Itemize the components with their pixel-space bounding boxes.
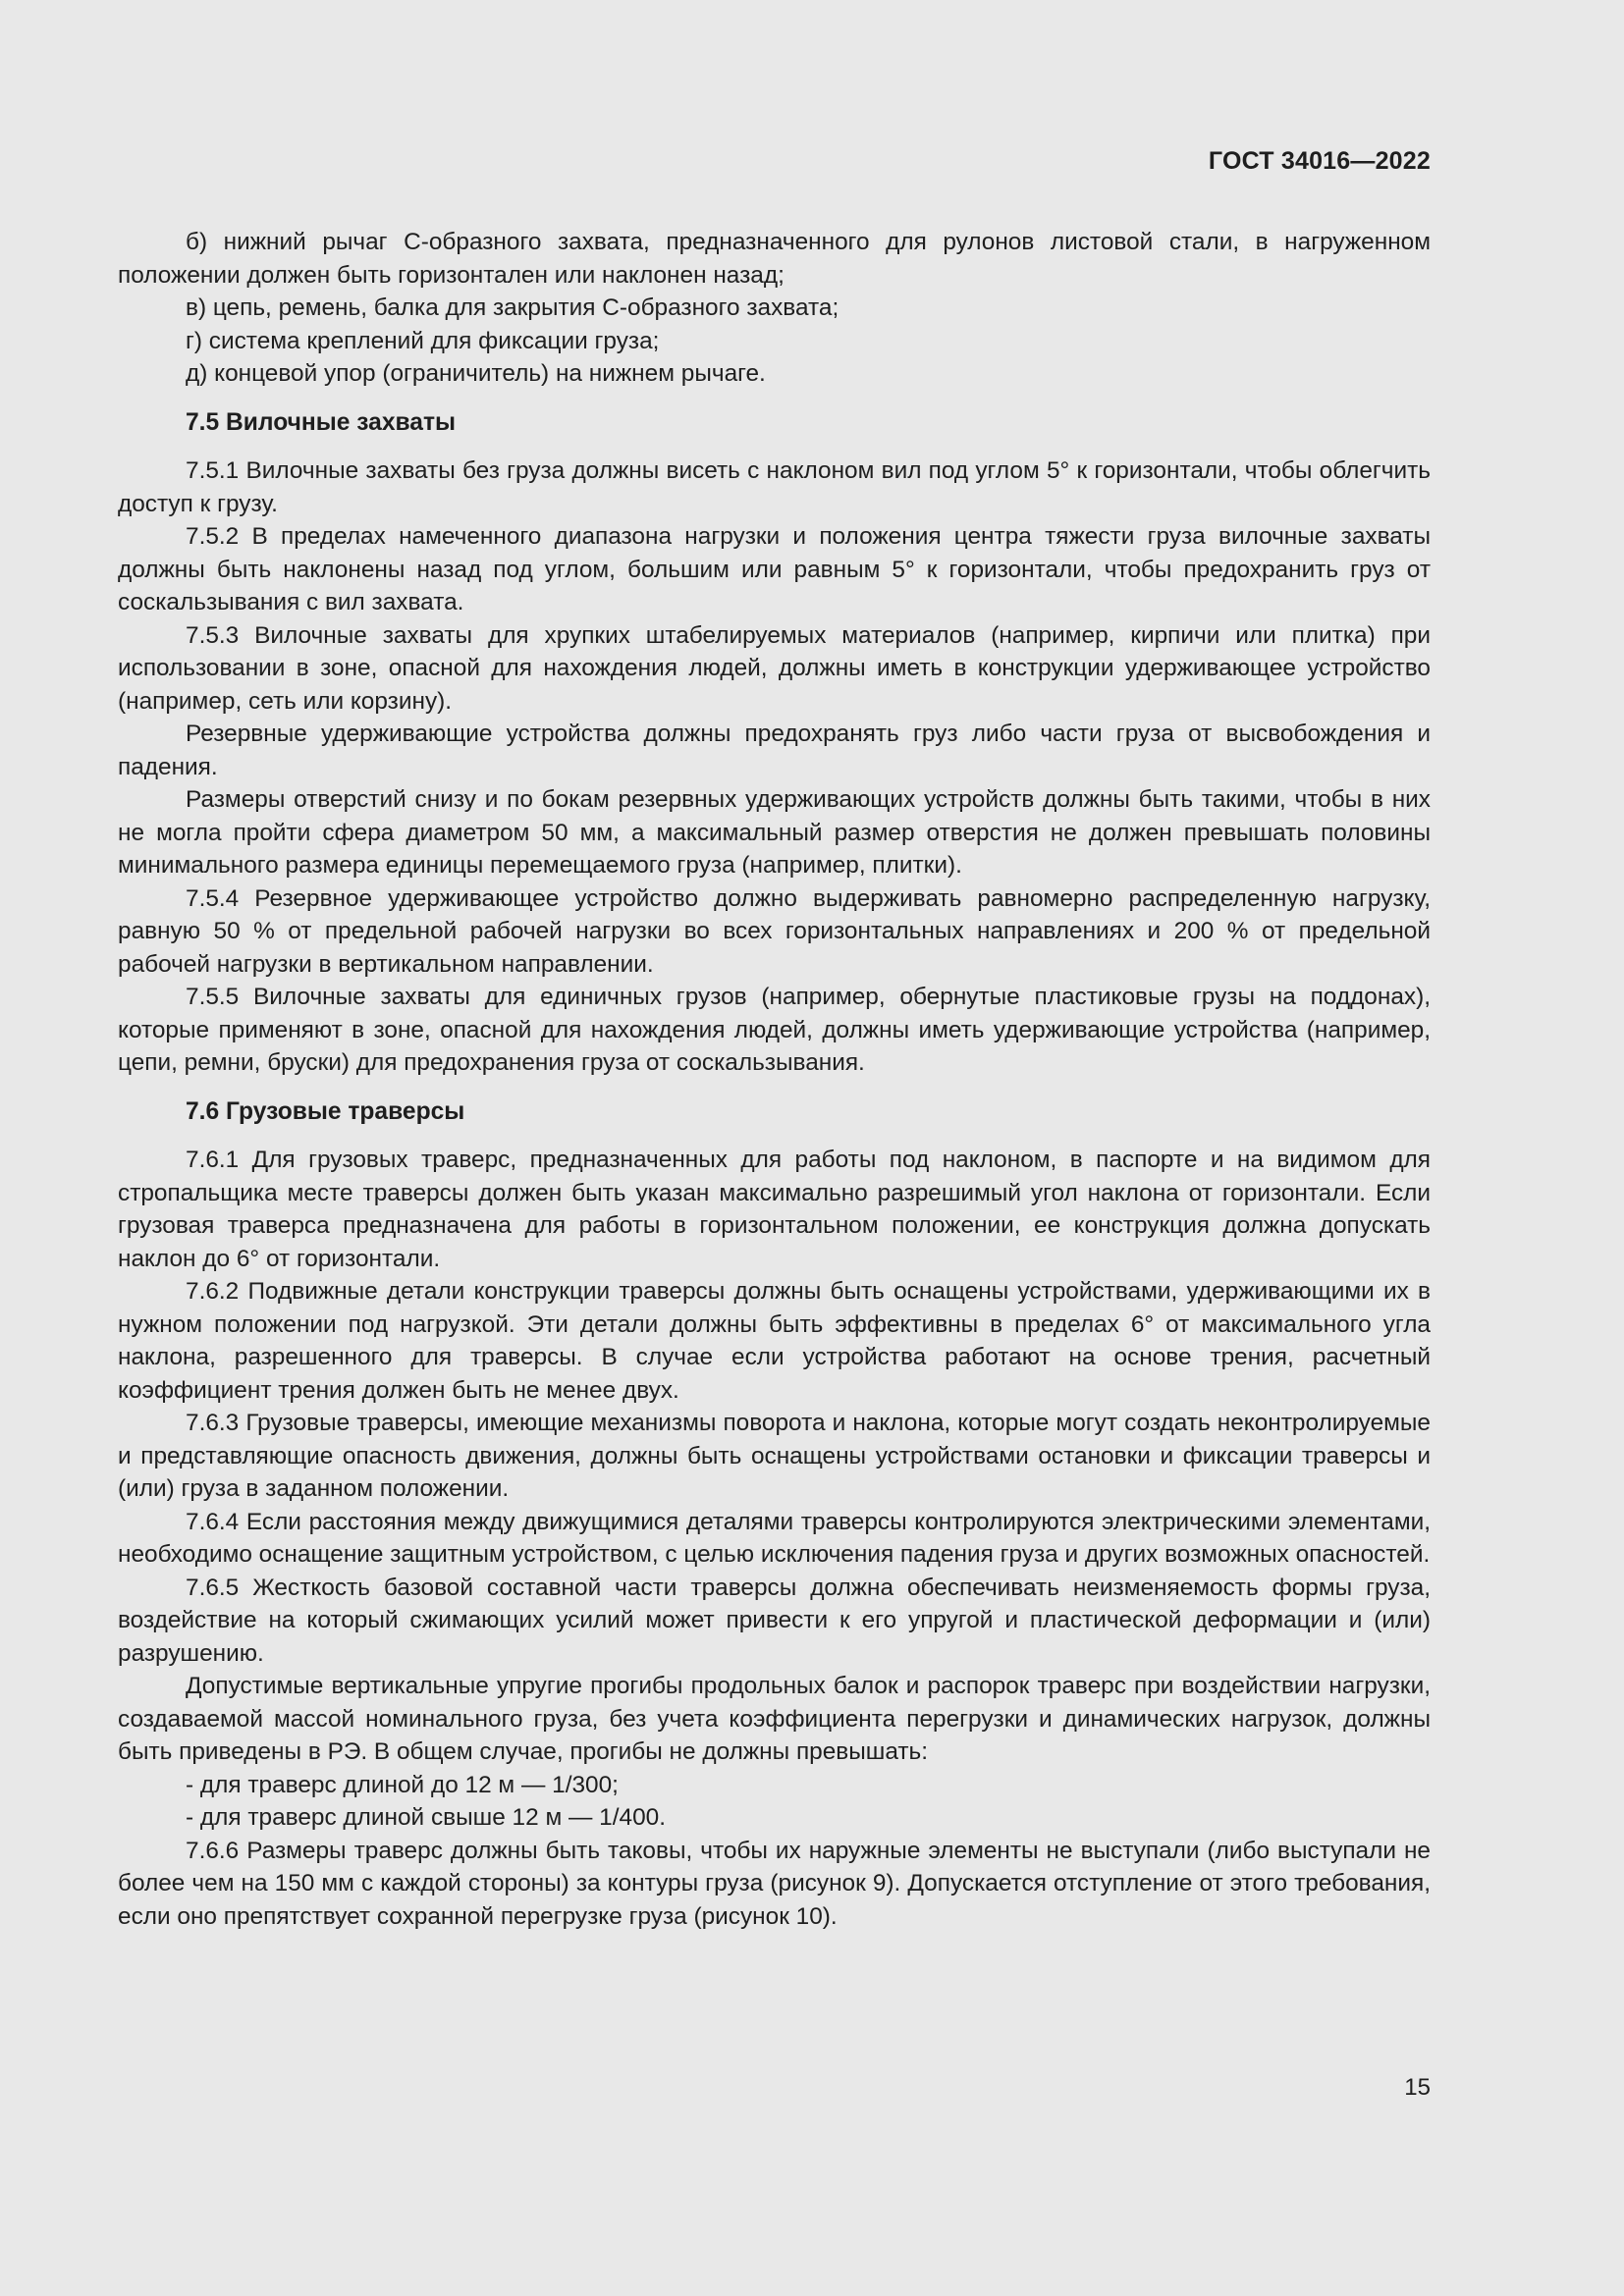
paragraph-7-5-3: 7.5.3 Вилочные захваты для хрупких штабелируемых материалов (например, кирпичи или плитка) при использовании в зоне, опасной для нахождения людей, должны иметь в конструкции удерживающее устройство (например, сеть или корзину). xyxy=(118,621,1431,715)
paragraph-7-6-6: 7.6.6 Размеры траверс должны быть таковы, чтобы их наружные элементы не выступали (либо выступали не более чем на 150 мм с каждой стороны) за контуры груза (рисунок 9). Допускается отступление от этого требования, если оно препятствует сохранной перегрузке груза (рисунок 10). xyxy=(118,1837,1431,1930)
paragraph-7-6-1: 7.6.1 Для грузовых траверс, предназначенных для работы под наклоном, в паспорте и на видимом для стропальщика месте траверсы должен быть указан максимально разрешимый угол наклона от горизонтали. Если грузовая траверса предназначена для работы в горизонтальном положении, ее конструкция должна допускать наклон до 6° от горизонтали. xyxy=(118,1147,1431,1272)
list-item-deflection-over-12m: - для траверс длиной свыше 12 м — 1/400. xyxy=(186,1804,666,1831)
paragraph-7-5-3-reserve: Резервные удерживающие устройства должны предохранять груз либо части груза от высвобождения и падения. xyxy=(118,721,1431,780)
paragraph-7-5-4: 7.5.4 Резервное удерживающее устройство должно выдерживать равномерно распределенную нагрузку, равную 50 % от предельной рабочей нагрузки во всех горизонтальных направлениях и 200 % от предельной рабочей нагрузки в вертикальном направлении. xyxy=(118,884,1431,978)
paragraph-7-5-2: 7.5.2 В пределах намеченного диапазона нагрузки и положения центра тяжести груза вилочные захваты должны быть наклонены назад под углом, большим или равным 5° к горизонтали, чтобы предохранить груз от соскальзывания с вил захвата. xyxy=(118,523,1431,615)
list-item-g: г) система креплений для фиксации груза; xyxy=(186,327,660,354)
section-heading-7-5: 7.5 Вилочные захваты xyxy=(186,408,457,436)
list-item-v: в) цепь, ремень, балка для закрытия С-образного захвата; xyxy=(186,294,839,321)
page-number: 15 xyxy=(1404,2074,1431,2101)
list-item-d: д) концевой упор (ограничитель) на нижнем рычаге. xyxy=(186,360,766,387)
paragraph-7-5-1: 7.5.1 Вилочные захваты без груза должны висеть с наклоном вил под углом 5° к горизонтали, чтобы облегчить доступ к грузу. xyxy=(118,457,1431,517)
paragraph-7-6-4: 7.6.4 Если расстояния между движущимися деталями траверсы контролируются электрическими элементами, необходимо оснащение защитным устройством, с целью исключения падения груза и других возможных опасностей. xyxy=(118,1508,1431,1568)
paragraph-7-5-5: 7.5.5 Вилочные захваты для единичных грузов (например, обернутые пластиковые грузы на поддонах), которые применяют в зоне, опасной для нахождения людей, должны иметь удерживающие устройства (например, цепи, ремни, бруски) для предохранения груза от соскальзывания. xyxy=(118,984,1431,1076)
paragraph-7-6-2: 7.6.2 Подвижные детали конструкции траверсы должны быть оснащены устройствами, удерживающими их в нужном положении под нагрузкой. Эти детали должны быть эффективны в пределах 6° от максимального угла наклона, разрешенного для траверсы. В случае если устройства работают на основе трения, расчетный коэффициент трения должен быть не менее двух. xyxy=(118,1278,1431,1404)
section-heading-7-6: 7.6 Грузовые траверсы xyxy=(186,1097,465,1125)
paragraph-7-5-3-sizes: Размеры отверстий снизу и по бокам резервных удерживающих устройств должны быть такими, чтобы в них не могла пройти сфера диаметром 50 мм, а максимальный размер отверстия не должен превышать половины минимального размера единицы перемещаемого груза (например, плитки). xyxy=(118,786,1431,879)
paragraph-7-6-5: 7.6.5 Жесткость базовой составной части траверсы должна обеспечивать неизменяемость формы груза, воздействие на который сжимающих усилий может привести к его упругой и пластической деформации и (или) разрушению. xyxy=(118,1574,1431,1667)
document-code: ГОСТ 34016—2022 xyxy=(1208,147,1431,175)
document-body xyxy=(118,226,1431,1933)
paragraph-7-6-3: 7.6.3 Грузовые траверсы, имеющие механизмы поворота и наклона, которые могут создать неконтролируемые и представляющие опасность движения, должны быть оснащены устройствами остановки и фиксации траверсы и (или) груза в заданном положении. xyxy=(118,1410,1431,1502)
list-item-deflection-12m: - для траверс длиной до 12 м — 1/300; xyxy=(186,1771,619,1798)
paragraph-7-6-5-deflection: Допустимые вертикальные упругие прогибы продольных балок и распорок траверс при воздействии нагрузки, создаваемой массой номинального груза, без учета коэффициента перегрузки и динамических нагрузок, должны быть приведены в РЭ. В общем случае, прогибы не должны превышать: xyxy=(118,1673,1431,1765)
list-item-b: б) нижний рычаг С-образного захвата, предназначенного для рулонов листовой стали, в нагруженном положении должен быть горизонтален или наклонен назад; xyxy=(118,229,1431,289)
